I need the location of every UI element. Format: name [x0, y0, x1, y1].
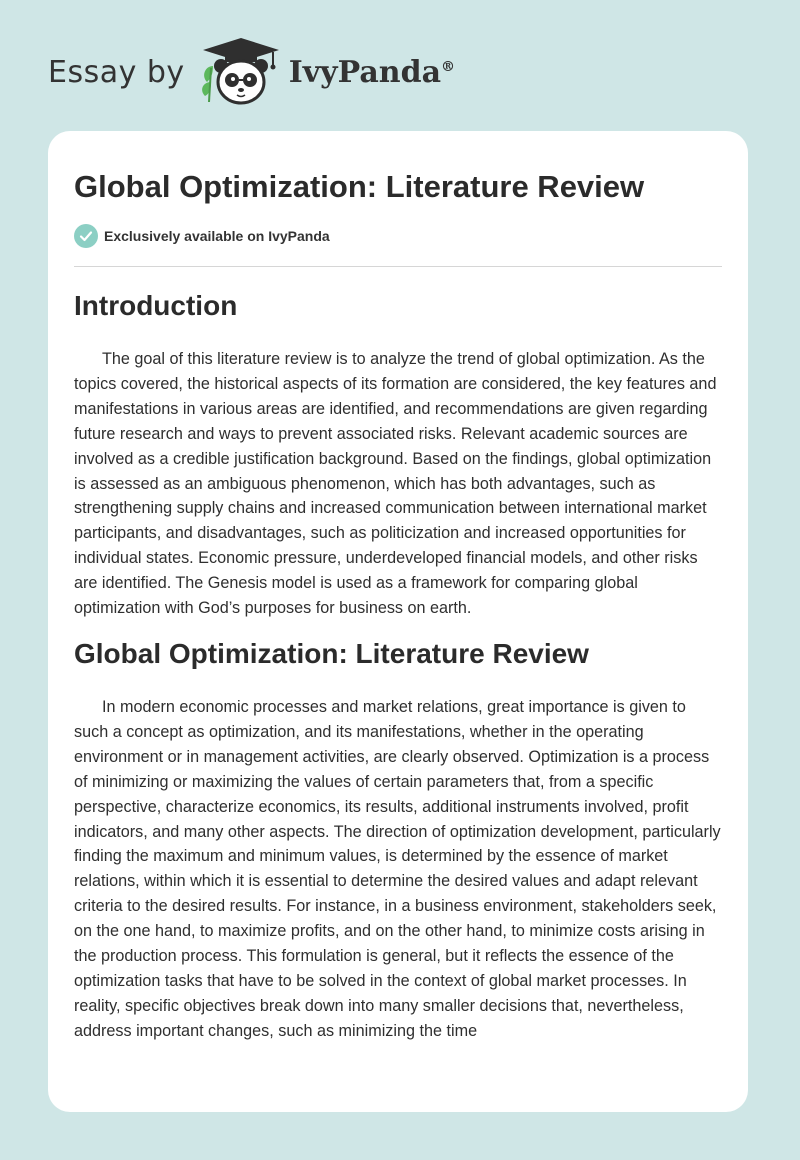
check-icon [74, 224, 98, 248]
divider [74, 266, 722, 267]
panda-logo-icon[interactable] [199, 36, 283, 108]
page-title: Global Optimization: Literature Review [74, 169, 645, 204]
section-paragraph-literature-review: In modern economic processes and market relations, great importance is given to such a concept as optimization, and its manifestations, whether in the operating environment or in management activities, are clearly observed. Optimization is a process of minimizing or maximizing the values of certain parameters that, from a specific perspective, characterize economics, its results, additional instruments involved, profit indicators, and many other aspects. The direction of optimization development, particularly finding the maximum and minimum values, is determined by the essence of market relations, within which it is essential to determine the desired values and adapt relevant criteria to the desired results. For instance, in a business environment, stakeholders seek, on the one hand, to maximize profits, and on the other hand, to minimize costs arising in the production process. This formulation is general, but it reflects the essence of the optimization tasks that have to be solved in the context of global market processes. In reality, specific objectives break down into many smaller decisions that, nevertheless, address important changes, such as minimizing the time [74, 697, 721, 1040]
section-paragraph-introduction: The goal of this literature review is to analyze the trend of global optimization. As the topics covered, the historical aspects of its formation are considered, the key features and manifestations in various areas are identified, and recommendations are given regarding future research and ways to prevent associated risks. Relevant academic sources are involved as a credible justification background. Based on the findings, global optimization is assessed as an ambiguous phenomenon, which has both advantages, such as strengthening supply chains and increased communication between international market participants, and disadvantages, such as politicization and increased opportunities for individual states. Economic pressure, underdeveloped financial models, and other risks are identified. The Genesis model is used as a framework for comparing global optimization with God’s purposes for business on earth. [74, 350, 717, 618]
brand-name: IvyPanda® [288, 54, 456, 90]
brand-prefix: Essay by [48, 54, 185, 90]
article-card [48, 131, 748, 1112]
brand-header [48, 36, 455, 108]
exclusive-badge [74, 223, 722, 249]
section-heading-literature-review: Global Optimization: Literature Review [74, 637, 589, 669]
section-heading-introduction: Introduction [74, 290, 238, 321]
badge-label: Exclusively available on IvyPanda [104, 228, 330, 244]
